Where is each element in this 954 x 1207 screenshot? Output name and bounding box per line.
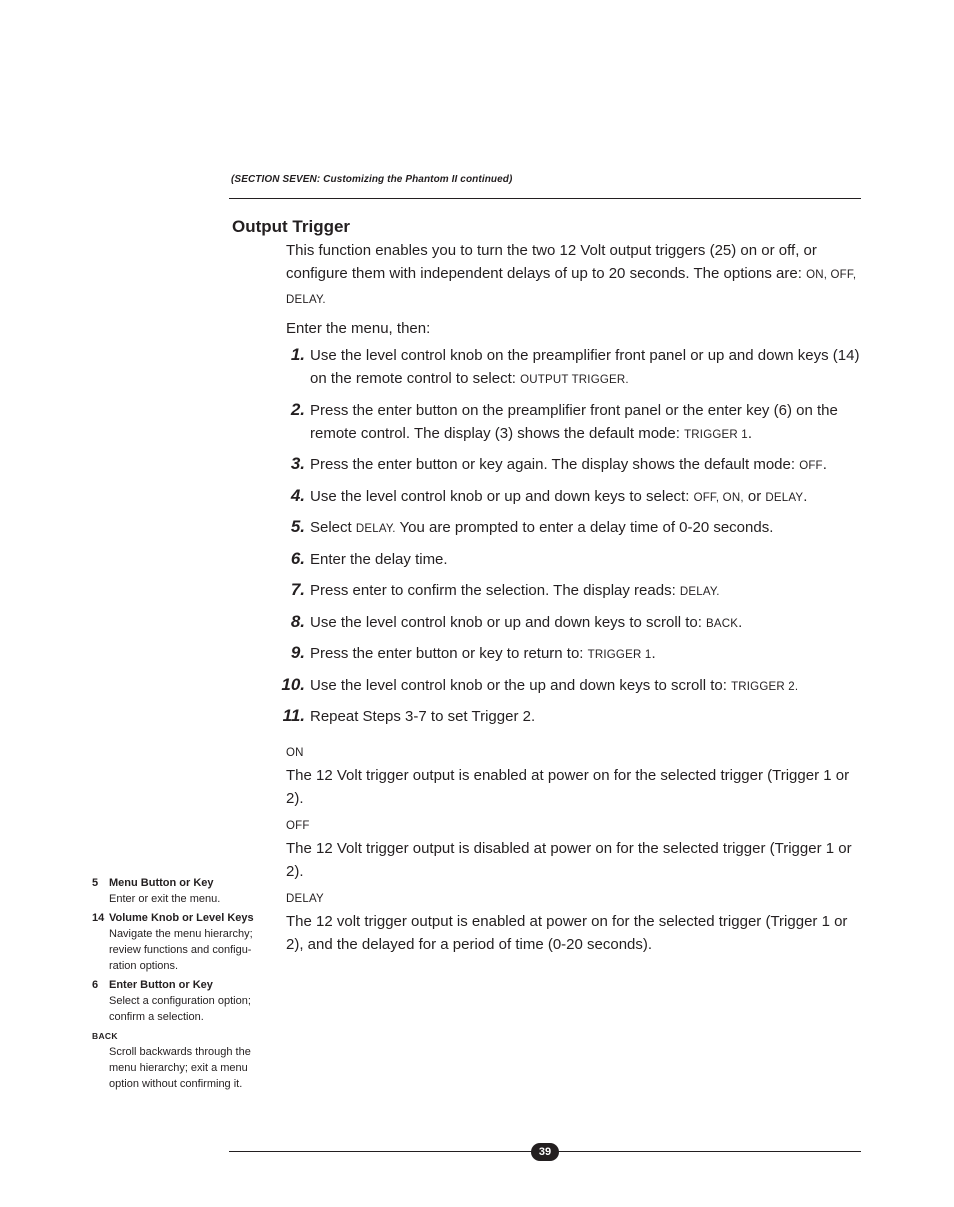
header-rule [229,198,861,199]
step-number: 7. [290,580,305,599]
step-text: Select [310,519,356,536]
step-text: Press enter to confirm the selection. The display reads: [310,582,680,599]
list-item [286,516,861,541]
main-content [281,239,861,956]
definition-description: The 12 volt trigger output is enabled at power on for the selected trigger (Trigger 1 or 2), and the delayed for a period of time (0-20 seconds). [286,913,848,953]
step-number: 1. [290,345,305,364]
step-option: BACK [706,617,739,630]
step-text: Use the level control knob on the preamplifier front panel or up and down keys (14) on the remote control to select: [310,347,860,387]
step-option: TRIGGER 1 [684,428,748,441]
sidebar-item-number: 5 [92,877,99,889]
list-item [286,453,861,478]
list-item [286,548,861,573]
sidebar-item-description: Enter or exit the menu. [109,893,221,905]
list-item [286,579,861,604]
list-item [286,344,861,392]
step-number: 10. [281,674,305,694]
sidebar-item-number: 6 [92,979,99,991]
list-item [282,705,861,730]
step-number: 4. [290,485,305,505]
step-number: 2. [290,399,305,419]
step-option: OUTPUT TRIGGER. [520,374,629,386]
section-title: Output Trigger [232,217,351,236]
list-item [286,399,861,447]
list-item [286,485,861,510]
sidebar-item-description: Select a configuration option; confirm a selection. [109,995,251,1023]
step-option: DELAY. [355,523,396,535]
step-text-after: . [747,424,753,442]
definition-term: OFF [286,820,310,832]
sidebar-key-legend [92,875,272,1095]
step-option: OFF, ON, [693,491,744,504]
step-number: 8. [290,611,305,631]
step-option: DELAY. [679,586,720,598]
step-option: TRIGGER 1 [587,649,652,661]
step-text: Enter the delay time. [310,550,448,568]
step-text-after: . [651,645,656,662]
step-text: Use the level control knob or up and down keys to scroll to: [310,613,707,631]
sidebar-item-enter-button [92,977,272,1025]
definition-term: DELAY [286,893,324,905]
step-text: Press the enter button on the preamplifier front panel or the enter key (6) on the remote control. The display (3) shows the default mode: [310,401,838,442]
step-option-2: DELAY [765,491,804,504]
step-text: Use the level control knob or the up and down keys to scroll to: [310,676,732,694]
definition-description: The 12 Volt trigger output is enabled at power on for the selected trigger (Trigger 1 or 2). [286,767,850,807]
definition-delay [286,891,861,956]
step-number: 6. [290,548,305,568]
list-item [286,642,861,667]
enter-menu-text: Enter the menu, then: [286,320,431,337]
step-text: Repeat Steps 3-7 to set Trigger 2. [310,708,536,725]
intro-options: ON, OFF, DELAY. [286,269,857,306]
list-item [281,674,861,699]
step-text-after: . [738,613,743,631]
definition-term: ON [286,747,304,759]
definition-description: The 12 Volt trigger output is disabled at power on for the selected trigger (Trigger 1 or 2). [286,840,852,880]
step-text-after-2: . [803,487,808,505]
intro-paragraph [286,239,861,312]
definition-off [286,818,861,883]
sidebar-item-title: Menu Button or Key [109,877,214,889]
step-option: OFF [799,460,823,472]
intro-text: This function enables you to turn the two 12 Volt output triggers (25) on or off, or configure them with independent delays of up to 20 seconds. The options are: [286,242,817,282]
steps-list [281,344,861,730]
sidebar-item-title: Enter Button or Key [109,979,213,991]
step-number: 5. [290,517,305,536]
sidebar-item-menu-button [92,875,272,907]
sidebar-item-back [92,1028,272,1092]
sidebar-item-volume-knob [92,910,272,974]
sidebar-item-description: Navigate the menu hierarchy; review functions and configu-ration options. [109,928,253,972]
step-text-after: You are prompted to enter a delay time of 0-20 seconds. [395,519,774,536]
page-number-badge: 39 [531,1143,559,1161]
step-text-after: or [743,487,766,505]
sidebar-item-description: Scroll backwards through the menu hierarchy; exit a menu option without confirming it. [109,1046,251,1090]
step-number: 9. [290,643,305,662]
step-text: Press the enter button or key again. The display shows the default mode: [310,456,800,473]
step-text-after: . [822,456,827,473]
sidebar-item-title: Volume Knob or Level Keys [109,912,254,924]
step-number: 11. [282,706,305,725]
definition-on [286,745,861,810]
step-option: TRIGGER 2. [731,680,799,693]
step-text: Press the enter button or key to return to: [310,645,588,662]
running-header: (SECTION SEVEN: Customizing the Phantom II continued) [231,174,513,185]
step-number: 3. [290,454,305,473]
sidebar-back-key: BACK [92,1031,118,1041]
sidebar-item-number: 14 [92,912,105,924]
step-text: Use the level control knob or up and down keys to select: [310,487,694,505]
list-item [286,611,861,636]
